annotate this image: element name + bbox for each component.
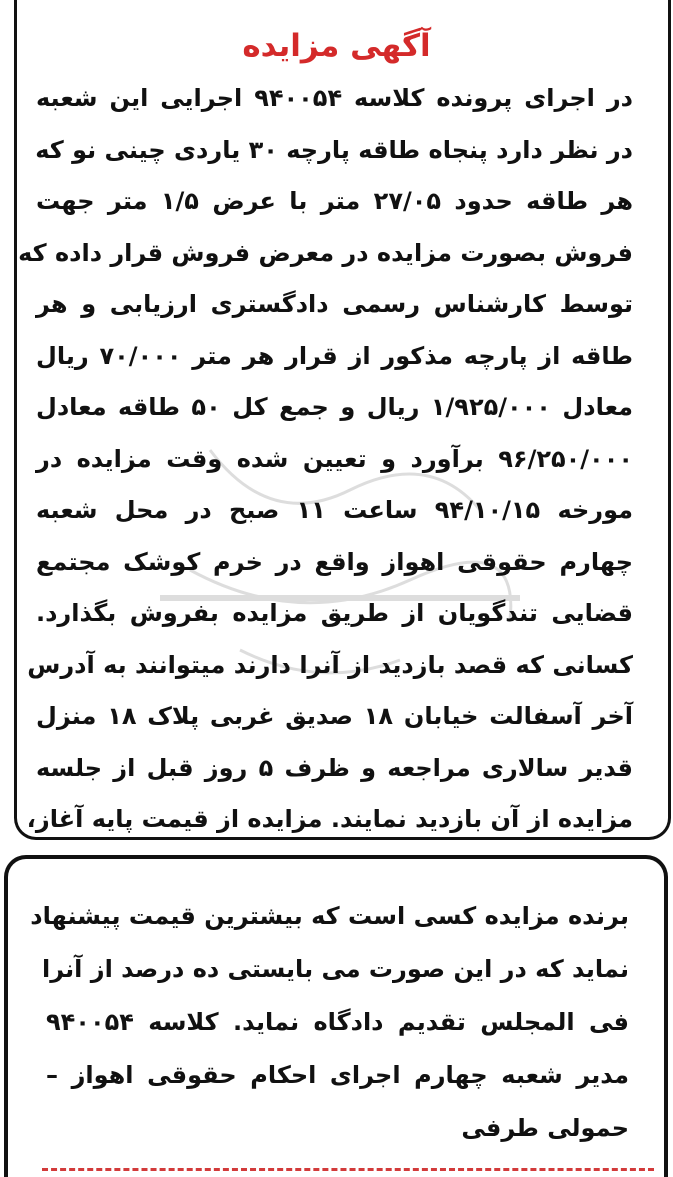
text-line: قدیر سالاری مراجعه و ظرف ۵ روز قبل از جلسه [36,753,633,782]
notice-body [0,73,673,846]
text-line: کسانی که قصد بازدید از آنرا دارند میتوانند به آدرس [27,650,633,679]
text-line: برنده مزایده کسی است که بیشترین قیمت پیشنهاد [30,902,629,930]
text-line: مزایده از آن بازدید نمایند. مزایده از قیمت پایه آغاز، [26,805,633,833]
notice-title: آگهی مزایده [242,28,431,64]
continuation-body [0,890,673,1155]
text-line: طاقه از پارچه مذکور از قرار هر متر ۷۰/۰۰۰ ریال [36,341,633,370]
text-line: در اجرای پرونده کلاسه ۹۴۰۰۵۴ اجرایی این شعبه [36,84,633,112]
text-line: فی المجلس تقدیم دادگاه نماید. کلاسه ۹۴۰۰۵۴ [46,1008,629,1036]
text-line: توسط کارشناس رسمی دادگستری ارزیابی و هر [36,290,633,318]
text-line: ۹۶/۲۵۰/۰۰۰ برآورد و تعیین شده وقت مزایده در [36,444,633,473]
text-line: مدیر شعبه چهارم اجرای احکام حقوقی اهواز – [46,1061,629,1089]
text-line: مورخه ۹۴/۱۰/۱۵ ساعت ۱۱ صبح در محل شعبه [36,496,634,524]
text-line: آخر آسفالت خیابان ۱۸ صدیق غربی پلاک ۱۸ منزل [36,702,634,730]
text-line: چهارم حقوقی اهواز واقع در خرم کوشک مجتمع [36,547,633,576]
text-line: معادل ۱/۹۲۵/۰۰۰ ریال و جمع کل ۵۰ طاقه معادل [36,393,633,421]
bottom-dashed-separator [42,1168,654,1171]
text-line: فروش بصورت مزایده در معرض فروش قرار داده که [18,238,633,267]
text-line: نماید که در این صورت می بایستی ده درصد از آنرا [42,955,629,983]
text-line: در نظر دارد پنجاه طاقه پارچه ۳۰ یاردی چینی نو که [35,135,633,164]
signature-line: حمولی طرفی [461,1114,629,1142]
text-line: هر طاقه حدود ۲۷/۰۵ متر با عرض ۱/۵ متر جهت [36,187,634,215]
text-line: قضایی تندگویان از طریق مزایده بفروش بگذارد. [36,599,633,627]
